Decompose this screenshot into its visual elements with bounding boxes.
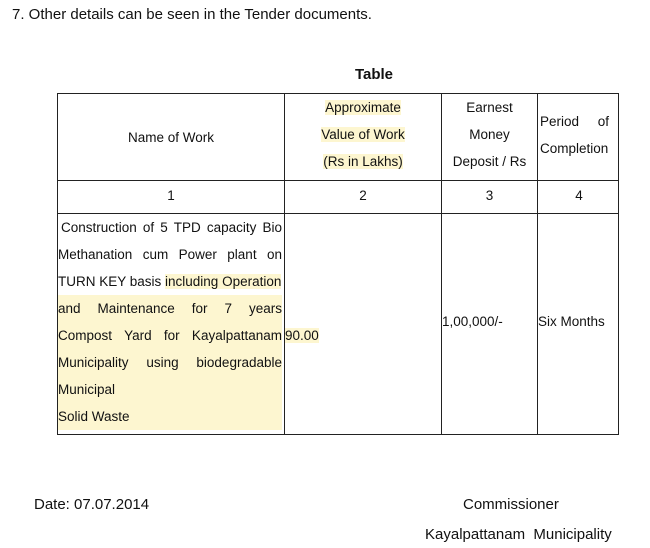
work-line: Methanation cum Power plant on xyxy=(58,247,282,262)
signatory-org: Kayalpattanam Municipality xyxy=(425,526,612,543)
header-earnest-money xyxy=(442,94,537,175)
header-period-of-completion xyxy=(540,108,616,162)
work-line: Solid Waste xyxy=(58,403,282,430)
header-emd-line: Money xyxy=(469,127,510,142)
tender-table xyxy=(57,93,619,435)
col-number: 3 xyxy=(485,188,494,203)
col-number: 4 xyxy=(575,188,583,203)
work-line: Compost Yard for Kayalpattanam xyxy=(58,322,282,349)
work-line: TURN KEY basis including Operation xyxy=(58,274,282,289)
approx-value: 90.00 xyxy=(285,328,319,343)
col-number: 2 xyxy=(359,188,367,203)
work-line: and Maintenance for 7 years xyxy=(58,295,282,322)
col-divider xyxy=(537,94,538,434)
signatory-title: Commissioner xyxy=(463,496,559,513)
header-name-of-work: Name of Work xyxy=(127,130,215,145)
work-description xyxy=(58,214,282,430)
point-7-text: 7. Other details can be seen in the Tender documents. xyxy=(12,6,372,23)
header-period-line: Completion xyxy=(540,141,609,156)
header-period-line: Period of xyxy=(540,114,610,129)
header-value-line: (Rs in Lakhs) xyxy=(323,154,403,169)
header-value-line: Approximate xyxy=(325,100,401,115)
work-line: Municipal xyxy=(58,376,282,403)
header-emd-line: Deposit / Rs xyxy=(452,154,527,169)
col-number: 1 xyxy=(167,188,175,203)
row-divider xyxy=(58,180,618,181)
header-approx-value xyxy=(285,94,441,175)
period-cell: Six Months xyxy=(538,314,605,329)
table-title: Table xyxy=(354,66,394,83)
header-emd-line: Earnest xyxy=(466,100,513,115)
work-line: Municipality using biodegradable xyxy=(58,349,282,376)
value-cell xyxy=(285,322,319,349)
date-text: Date: 07.07.2014 xyxy=(34,496,150,513)
header-value-line: Value of Work xyxy=(321,127,405,142)
earnest-money-cell: 1,00,000/- xyxy=(442,314,503,329)
work-line: Construction of 5 TPD capacity Bio xyxy=(61,220,282,235)
